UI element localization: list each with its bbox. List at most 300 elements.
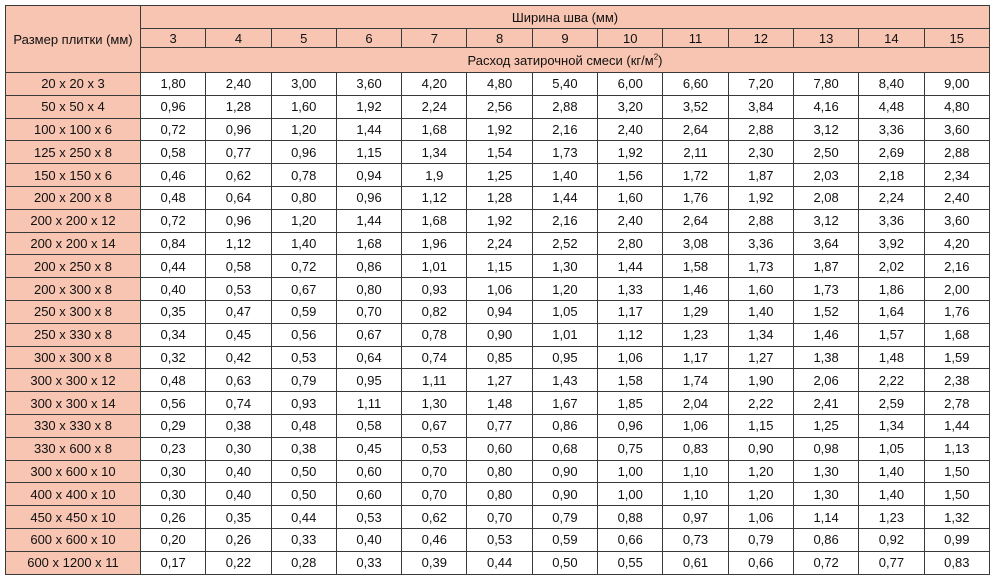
consumption-cell: 1,73: [532, 141, 597, 164]
consumption-cell: 1,58: [663, 255, 728, 278]
consumption-cell: 1,54: [467, 141, 532, 164]
consumption-cell: 0,44: [141, 255, 206, 278]
consumption-cell: 0,96: [271, 141, 336, 164]
consumption-cell: 1,17: [598, 300, 663, 323]
consumption-cell: 0,56: [141, 392, 206, 415]
consumption-cell: 0,17: [141, 551, 206, 574]
joint-width-values-row: [6, 29, 990, 48]
consumption-cell: 1,50: [924, 460, 989, 483]
consumption-cell: 2,04: [663, 392, 728, 415]
consumption-cell: 0,60: [336, 460, 401, 483]
consumption-cell: 0,66: [598, 528, 663, 551]
consumption-cell: 0,30: [141, 483, 206, 506]
consumption-cell: 1,40: [532, 164, 597, 187]
consumption-cell: 1,44: [598, 255, 663, 278]
consumption-cell: 1,30: [532, 255, 597, 278]
consumption-cell: 2,38: [924, 369, 989, 392]
consumption-cell: 0,90: [467, 323, 532, 346]
consumption-cell: 1,14: [793, 506, 858, 529]
consumption-label-close: ): [658, 52, 663, 68]
consumption-cell: 2,41: [793, 392, 858, 415]
consumption-cell: 0,44: [271, 506, 336, 529]
consumption-cell: 1,27: [728, 346, 793, 369]
table-row: [6, 551, 990, 574]
tile-size-cell: 300 x 300 x 14: [6, 392, 141, 415]
consumption-cell: 7,80: [793, 73, 858, 96]
consumption-cell: 1,92: [467, 209, 532, 232]
consumption-cell: 0,79: [532, 506, 597, 529]
consumption-cell: 1,30: [793, 460, 858, 483]
consumption-cell: 0,64: [206, 186, 271, 209]
consumption-cell: 0,56: [271, 323, 336, 346]
consumption-cell: 1,60: [598, 186, 663, 209]
consumption-cell: 0,68: [532, 437, 597, 460]
consumption-cell: 3,00: [271, 73, 336, 96]
consumption-cell: 0,53: [271, 346, 336, 369]
joint-width-11: 11: [663, 29, 728, 48]
consumption-cell: 0,63: [206, 369, 271, 392]
consumption-cell: 2,64: [663, 209, 728, 232]
consumption-cell: 1,28: [206, 95, 271, 118]
consumption-cell: 4,48: [859, 95, 924, 118]
consumption-cell: 3,64: [793, 232, 858, 255]
consumption-cell: 0,96: [598, 414, 663, 437]
consumption-cell: 1,73: [728, 255, 793, 278]
joint-width-6: 6: [336, 29, 401, 48]
consumption-cell: 2,40: [924, 186, 989, 209]
table-row: [6, 118, 990, 141]
consumption-cell: 4,20: [924, 232, 989, 255]
table-row: [6, 300, 990, 323]
consumption-cell: 0,80: [467, 460, 532, 483]
joint-width-5: 5: [271, 29, 336, 48]
consumption-cell: 4,80: [924, 95, 989, 118]
table-row: [6, 95, 990, 118]
consumption-cell: 0,45: [336, 437, 401, 460]
consumption-cell: 0,86: [336, 255, 401, 278]
tile-size-cell: 600 x 600 x 10: [6, 528, 141, 551]
consumption-cell: 6,60: [663, 73, 728, 96]
consumption-cell: 0,70: [336, 300, 401, 323]
consumption-cell: 1,80: [141, 73, 206, 96]
consumption-cell: 0,70: [402, 460, 467, 483]
consumption-cell: 1,92: [467, 118, 532, 141]
consumption-cell: 0,74: [206, 392, 271, 415]
consumption-cell: 0,46: [141, 164, 206, 187]
consumption-cell: 1,01: [402, 255, 467, 278]
consumption-cell: 1,73: [793, 278, 858, 301]
consumption-cell: 0,83: [663, 437, 728, 460]
tile-size-cell: 330 x 600 x 8: [6, 437, 141, 460]
consumption-cell: 0,72: [141, 209, 206, 232]
consumption-cell: 0,62: [206, 164, 271, 187]
consumption-cell: 1,46: [793, 323, 858, 346]
grout-consumption-table-container: [5, 5, 990, 575]
joint-width-7: 7: [402, 29, 467, 48]
table-row: [6, 323, 990, 346]
consumption-cell: 0,34: [141, 323, 206, 346]
joint-width-12: 12: [728, 29, 793, 48]
consumption-cell: 0,40: [206, 460, 271, 483]
consumption-cell: 2,50: [793, 141, 858, 164]
consumption-cell: 0,20: [141, 528, 206, 551]
consumption-cell: 2,22: [728, 392, 793, 415]
consumption-cell: 0,72: [793, 551, 858, 574]
consumption-cell: 1,67: [532, 392, 597, 415]
consumption-cell: 1,85: [598, 392, 663, 415]
consumption-cell: 0,86: [793, 528, 858, 551]
consumption-cell: 0,70: [402, 483, 467, 506]
consumption-cell: 1,17: [663, 346, 728, 369]
consumption-cell: 1,52: [793, 300, 858, 323]
consumption-cell: 0,53: [206, 278, 271, 301]
consumption-cell: 7,20: [728, 73, 793, 96]
table-row: [6, 392, 990, 415]
consumption-cell: 2,88: [924, 141, 989, 164]
consumption-cell: 1,87: [728, 164, 793, 187]
consumption-cell: 0,96: [206, 118, 271, 141]
consumption-cell: 3,36: [859, 118, 924, 141]
consumption-cell: 2,18: [859, 164, 924, 187]
consumption-cell: 1,60: [271, 95, 336, 118]
tile-size-cell: 200 x 200 x 14: [6, 232, 141, 255]
consumption-cell: 2,00: [924, 278, 989, 301]
consumption-cell: 0,62: [402, 506, 467, 529]
table-row: [6, 164, 990, 187]
consumption-cell: 0,53: [336, 506, 401, 529]
tile-size-cell: 450 x 450 x 10: [6, 506, 141, 529]
consumption-cell: 1,12: [598, 323, 663, 346]
consumption-cell: 0,90: [532, 483, 597, 506]
consumption-cell: 0,67: [336, 323, 401, 346]
consumption-cell: 2,16: [532, 209, 597, 232]
consumption-cell: 0,58: [336, 414, 401, 437]
table-row: [6, 369, 990, 392]
consumption-cell: 3,12: [793, 209, 858, 232]
consumption-cell: 1,27: [467, 369, 532, 392]
consumption-cell: 1,05: [859, 437, 924, 460]
consumption-cell: 2,22: [859, 369, 924, 392]
consumption-cell: 0,28: [271, 551, 336, 574]
table-row: [6, 278, 990, 301]
consumption-cell: 2,11: [663, 141, 728, 164]
joint-width-8: 8: [467, 29, 532, 48]
consumption-cell: 1,72: [663, 164, 728, 187]
tile-size-cell: 100 x 100 x 6: [6, 118, 141, 141]
consumption-cell: 0,94: [336, 164, 401, 187]
consumption-cell: 0,40: [206, 483, 271, 506]
table-row: [6, 414, 990, 437]
consumption-cell: 0,26: [141, 506, 206, 529]
consumption-cell: 1,20: [532, 278, 597, 301]
consumption-cell: 3,60: [924, 209, 989, 232]
consumption-cell: 1,10: [663, 483, 728, 506]
table-row: [6, 528, 990, 551]
consumption-cell: 0,84: [141, 232, 206, 255]
consumption-cell: 1,40: [859, 460, 924, 483]
table-row: [6, 73, 990, 96]
table-row: [6, 483, 990, 506]
consumption-cell: 1,06: [467, 278, 532, 301]
consumption-cell: 0,79: [271, 369, 336, 392]
consumption-cell: 0,72: [271, 255, 336, 278]
joint-width-9: 9: [532, 29, 597, 48]
tile-size-cell: 300 x 600 x 10: [6, 460, 141, 483]
consumption-cell: 0,80: [467, 483, 532, 506]
consumption-cell: 0,94: [467, 300, 532, 323]
consumption-cell: 0,66: [728, 551, 793, 574]
consumption-cell: 0,42: [206, 346, 271, 369]
consumption-cell: 3,60: [924, 118, 989, 141]
consumption-cell: 0,32: [141, 346, 206, 369]
consumption-cell: 0,67: [271, 278, 336, 301]
consumption-cell: 3,60: [336, 73, 401, 96]
consumption-cell: 1,00: [598, 460, 663, 483]
consumption-cell: 1,87: [793, 255, 858, 278]
consumption-cell: 0,80: [336, 278, 401, 301]
consumption-cell: 0,38: [271, 437, 336, 460]
consumption-cell: 0,47: [206, 300, 271, 323]
consumption-cell: 0,53: [402, 437, 467, 460]
table-row: [6, 346, 990, 369]
consumption-cell: 2,88: [532, 95, 597, 118]
consumption-cell: 2,34: [924, 164, 989, 187]
consumption-cell: 6,00: [598, 73, 663, 96]
consumption-cell: 1,64: [859, 300, 924, 323]
table-row: [6, 255, 990, 278]
consumption-cell: 0,77: [467, 414, 532, 437]
consumption-cell: 1,25: [467, 164, 532, 187]
tile-size-cell: 330 x 330 x 8: [6, 414, 141, 437]
consumption-cell: 9,00: [924, 73, 989, 96]
consumption-cell: 0,70: [467, 506, 532, 529]
consumption-cell: 0,48: [141, 186, 206, 209]
consumption-cell: 1,44: [336, 209, 401, 232]
consumption-cell: 0,93: [271, 392, 336, 415]
consumption-cell: 0,96: [206, 209, 271, 232]
consumption-cell: 4,16: [793, 95, 858, 118]
consumption-cell: 0,95: [532, 346, 597, 369]
tile-size-cell: 125 x 250 x 8: [6, 141, 141, 164]
consumption-cell: 1,00: [598, 483, 663, 506]
consumption-cell: 1,68: [924, 323, 989, 346]
table-body: [6, 73, 990, 575]
consumption-label: Расход затирочной смеси (кг/м: [467, 52, 654, 68]
consumption-cell: 0,46: [402, 528, 467, 551]
consumption-cell: 1,92: [728, 186, 793, 209]
consumption-cell: 0,80: [271, 186, 336, 209]
consumption-cell: 4,80: [467, 73, 532, 96]
consumption-cell: 1,68: [402, 118, 467, 141]
consumption-cell: 1,20: [271, 209, 336, 232]
consumption-cell: 2,08: [793, 186, 858, 209]
consumption-cell: 2,40: [598, 209, 663, 232]
joint-width-13: 13: [793, 29, 858, 48]
consumption-cell: 0,74: [402, 346, 467, 369]
tile-size-cell: 250 x 330 x 8: [6, 323, 141, 346]
consumption-cell: 1,44: [532, 186, 597, 209]
consumption-cell: 0,77: [859, 551, 924, 574]
consumption-cell: 0,50: [271, 460, 336, 483]
consumption-cell: 1,20: [728, 483, 793, 506]
consumption-cell: 1,90: [728, 369, 793, 392]
consumption-cell: 0,92: [859, 528, 924, 551]
consumption-cell: 1,20: [728, 460, 793, 483]
tile-size-cell: 200 x 200 x 8: [6, 186, 141, 209]
consumption-cell: 1,29: [663, 300, 728, 323]
consumption-cell: 0,90: [728, 437, 793, 460]
consumption-cell: 0,60: [336, 483, 401, 506]
tile-size-cell: 400 x 400 x 10: [6, 483, 141, 506]
tile-size-cell: 600 x 1200 x 11: [6, 551, 141, 574]
joint-width-header: Ширина шва (мм): [141, 6, 990, 29]
joint-width-14: 14: [859, 29, 924, 48]
consumption-cell: 1,48: [467, 392, 532, 415]
consumption-cell: 1,34: [859, 414, 924, 437]
consumption-cell: 2,30: [728, 141, 793, 164]
consumption-cell: 0,88: [598, 506, 663, 529]
consumption-cell: 0,78: [402, 323, 467, 346]
consumption-cell: 1,68: [402, 209, 467, 232]
consumption-cell: 1,11: [336, 392, 401, 415]
tile-size-cell: 250 x 300 x 8: [6, 300, 141, 323]
consumption-cell: 0,29: [141, 414, 206, 437]
consumption-cell: 0,60: [467, 437, 532, 460]
tile-size-cell: 200 x 300 x 8: [6, 278, 141, 301]
consumption-cell: 1,60: [728, 278, 793, 301]
consumption-cell: 1,56: [598, 164, 663, 187]
consumption-cell: 1,23: [859, 506, 924, 529]
joint-width-15: 15: [924, 29, 989, 48]
consumption-cell: 0,22: [206, 551, 271, 574]
consumption-cell: 0,48: [141, 369, 206, 392]
consumption-cell: 0,23: [141, 437, 206, 460]
consumption-cell: 0,90: [532, 460, 597, 483]
consumption-cell: 1,9: [402, 164, 467, 187]
consumption-cell: 0,77: [206, 141, 271, 164]
consumption-cell: 1,76: [663, 186, 728, 209]
consumption-cell: 0,82: [402, 300, 467, 323]
table-row: [6, 506, 990, 529]
consumption-unit-exponent: 2: [653, 52, 659, 62]
joint-width-4: 4: [206, 29, 271, 48]
consumption-cell: 1,15: [336, 141, 401, 164]
consumption-cell: 1,40: [728, 300, 793, 323]
consumption-cell: 2,88: [728, 118, 793, 141]
table-row: [6, 232, 990, 255]
consumption-cell: 0,53: [467, 528, 532, 551]
consumption-cell: 0,55: [598, 551, 663, 574]
consumption-cell: 1,05: [532, 300, 597, 323]
consumption-cell: 3,84: [728, 95, 793, 118]
consumption-cell: 2,24: [467, 232, 532, 255]
consumption-cell: 3,12: [793, 118, 858, 141]
consumption-cell: 1,12: [402, 186, 467, 209]
consumption-cell: 1,20: [271, 118, 336, 141]
consumption-cell: 2,24: [402, 95, 467, 118]
consumption-cell: 4,20: [402, 73, 467, 96]
consumption-cell: 0,30: [141, 460, 206, 483]
consumption-cell: 1,57: [859, 323, 924, 346]
grout-consumption-table: [5, 5, 990, 575]
consumption-cell: 0,67: [402, 414, 467, 437]
consumption-cell: 0,26: [206, 528, 271, 551]
consumption-cell: 2,52: [532, 232, 597, 255]
consumption-cell: 2,64: [663, 118, 728, 141]
consumption-cell: 0,83: [924, 551, 989, 574]
tile-size-cell: 150 x 150 x 6: [6, 164, 141, 187]
table-row: [6, 209, 990, 232]
consumption-cell: 0,85: [467, 346, 532, 369]
consumption-cell: 2,02: [859, 255, 924, 278]
consumption-cell: 1,30: [793, 483, 858, 506]
consumption-cell: 0,40: [141, 278, 206, 301]
consumption-cell: 1,38: [793, 346, 858, 369]
consumption-cell: 0,95: [336, 369, 401, 392]
consumption-cell: 1,58: [598, 369, 663, 392]
consumption-cell: 1,92: [336, 95, 401, 118]
consumption-cell: 1,86: [859, 278, 924, 301]
tile-size-cell: 300 x 300 x 8: [6, 346, 141, 369]
consumption-cell: 0,96: [141, 95, 206, 118]
consumption-cell: 0,72: [141, 118, 206, 141]
consumption-cell: 0,86: [532, 414, 597, 437]
consumption-cell: 0,35: [141, 300, 206, 323]
consumption-cell: 1,32: [924, 506, 989, 529]
consumption-cell: 1,34: [402, 141, 467, 164]
tile-size-header: Размер плитки (мм): [6, 6, 141, 73]
consumption-cell: 0,44: [467, 551, 532, 574]
tile-size-cell: 50 x 50 x 4: [6, 95, 141, 118]
tile-size-cell: 20 x 20 x 3: [6, 73, 141, 96]
consumption-cell: 1,15: [728, 414, 793, 437]
consumption-cell: 1,59: [924, 346, 989, 369]
consumption-cell: 2,88: [728, 209, 793, 232]
consumption-cell: 2,78: [924, 392, 989, 415]
consumption-cell: 3,36: [728, 232, 793, 255]
consumption-cell: 0,93: [402, 278, 467, 301]
consumption-cell: 0,61: [663, 551, 728, 574]
consumption-cell: 1,01: [532, 323, 597, 346]
consumption-cell: 0,79: [728, 528, 793, 551]
consumption-cell: 1,13: [924, 437, 989, 460]
consumption-cell: 2,69: [859, 141, 924, 164]
consumption-cell: 0,73: [663, 528, 728, 551]
consumption-cell: 3,52: [663, 95, 728, 118]
consumption-cell: 2,24: [859, 186, 924, 209]
consumption-cell: 0,98: [793, 437, 858, 460]
consumption-cell: 0,39: [402, 551, 467, 574]
consumption-cell: 1,06: [598, 346, 663, 369]
consumption-cell: 1,44: [924, 414, 989, 437]
consumption-cell: 2,03: [793, 164, 858, 187]
consumption-cell: 2,16: [924, 255, 989, 278]
consumption-cell: 0,38: [206, 414, 271, 437]
consumption-cell: 1,43: [532, 369, 597, 392]
table-row: [6, 141, 990, 164]
consumption-cell: 1,15: [467, 255, 532, 278]
consumption-cell: 1,06: [663, 414, 728, 437]
consumption-cell: 3,92: [859, 232, 924, 255]
consumption-cell: 2,59: [859, 392, 924, 415]
joint-width-3: 3: [141, 29, 206, 48]
consumption-cell: 0,59: [271, 300, 336, 323]
consumption-cell: 3,08: [663, 232, 728, 255]
consumption-cell: 2,80: [598, 232, 663, 255]
consumption-cell: 2,56: [467, 95, 532, 118]
consumption-cell: 1,23: [663, 323, 728, 346]
consumption-cell: 0,97: [663, 506, 728, 529]
